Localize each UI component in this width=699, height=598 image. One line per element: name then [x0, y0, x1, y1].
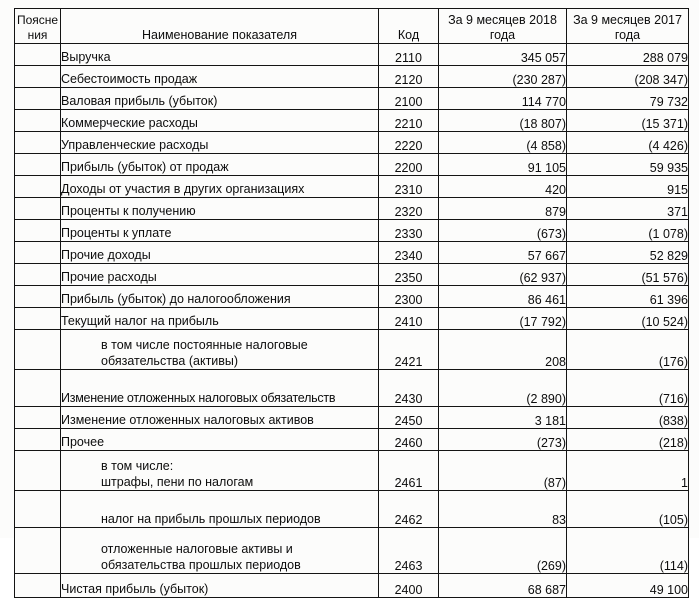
- table-row: [15, 330, 689, 370]
- cell-notes: [15, 491, 61, 528]
- cell-indicator-name: [61, 44, 379, 66]
- cell-code: 2100: [379, 88, 439, 110]
- cell-value-prior-period: (208 347): [567, 66, 689, 88]
- cell-value-current-period: 57 667: [439, 242, 567, 264]
- cell-value-prior-period: (10 524): [567, 308, 689, 330]
- cell-notes: [15, 407, 61, 429]
- cell-value-current-period: 208: [439, 330, 567, 370]
- indicator-name-line1: Прочие доходы: [61, 248, 151, 262]
- cell-value-prior-period: (114): [567, 528, 689, 574]
- cell-value-current-period: (62 937): [439, 264, 567, 286]
- table-row: [15, 198, 689, 220]
- cell-value-current-period: 879: [439, 198, 567, 220]
- cell-value-current-period: 68 687: [439, 574, 567, 598]
- cell-code: 2220: [379, 132, 439, 154]
- cell-indicator-name: [61, 528, 379, 574]
- cell-code: 2463: [379, 528, 439, 574]
- indicator-name-line1: Прочее: [61, 435, 105, 449]
- cell-notes: [15, 132, 61, 154]
- cell-indicator-name: [61, 308, 379, 330]
- cell-indicator-name: [61, 198, 379, 220]
- cell-value-prior-period: (176): [567, 330, 689, 370]
- cell-value-prior-period: 1: [567, 451, 689, 491]
- indicator-name-line1: Текущий налог на прибыль: [61, 314, 219, 328]
- cell-notes: [15, 154, 61, 176]
- cell-value-prior-period: 288 079: [567, 44, 689, 66]
- cell-indicator-name: [61, 264, 379, 286]
- cell-value-current-period: 3 181: [439, 407, 567, 429]
- cell-value-current-period: (269): [439, 528, 567, 574]
- cell-value-prior-period: (716): [567, 370, 689, 407]
- indicator-name-line1: Прочие расходы: [61, 270, 157, 284]
- cell-code: 2410: [379, 308, 439, 330]
- cell-notes: [15, 176, 61, 198]
- cell-value-current-period: 345 057: [439, 44, 567, 66]
- table-row: [15, 176, 689, 198]
- table-row: [15, 528, 689, 574]
- indicator-name-line1: Себестоимость продаж: [61, 72, 198, 86]
- cell-code: 2200: [379, 154, 439, 176]
- cell-value-prior-period: 371: [567, 198, 689, 220]
- cell-indicator-name: [61, 330, 379, 370]
- cell-value-prior-period: 49 100: [567, 574, 689, 598]
- cell-value-current-period: (673): [439, 220, 567, 242]
- cell-value-prior-period: (4 426): [567, 132, 689, 154]
- cell-notes: [15, 451, 61, 491]
- cell-code: 2450: [379, 407, 439, 429]
- cell-code: 2421: [379, 330, 439, 370]
- cell-code: 2110: [379, 44, 439, 66]
- cell-notes: [15, 330, 61, 370]
- cell-value-current-period: (2 890): [439, 370, 567, 407]
- column-header-name: Наименование показателя: [61, 9, 379, 44]
- table-row: [15, 44, 689, 66]
- cell-value-prior-period: 59 935: [567, 154, 689, 176]
- cell-code: 2400: [379, 574, 439, 598]
- cell-value-current-period: 420: [439, 176, 567, 198]
- table-row: [15, 132, 689, 154]
- table-row: [15, 286, 689, 308]
- cell-code: 2430: [379, 370, 439, 407]
- table-body: [15, 44, 689, 598]
- cell-indicator-name: [61, 110, 379, 132]
- header-year-current-line1: За 9 месяцев: [448, 13, 526, 27]
- table-row: [15, 264, 689, 286]
- cell-notes: [15, 286, 61, 308]
- cell-code: 2460: [379, 429, 439, 451]
- cell-value-current-period: (230 287): [439, 66, 567, 88]
- cell-notes: [15, 264, 61, 286]
- indicator-name-line1: Управленческие расходы: [61, 138, 209, 152]
- indicator-name-line1: налог на прибыль прошлых периодов: [101, 512, 321, 526]
- cell-indicator-name: [61, 176, 379, 198]
- cell-value-current-period: 83: [439, 491, 567, 528]
- cell-indicator-name: [61, 66, 379, 88]
- indicator-name-line1: Валовая прибыль (убыток): [61, 94, 218, 108]
- table-row: [15, 491, 689, 528]
- table-row: [15, 429, 689, 451]
- cell-value-prior-period: 52 829: [567, 242, 689, 264]
- cell-value-prior-period: 79 732: [567, 88, 689, 110]
- indicator-name-line2: штрафы, пени по налогам: [101, 475, 254, 489]
- table-row: [15, 407, 689, 429]
- cell-indicator-name: [61, 154, 379, 176]
- indicator-name-line1: Изменение отложенных налоговых обязательств: [61, 391, 336, 405]
- table-row: [15, 370, 689, 407]
- cell-value-current-period: 114 770: [439, 88, 567, 110]
- cell-code: 2300: [379, 286, 439, 308]
- cell-value-current-period: (273): [439, 429, 567, 451]
- column-header-notes: [15, 9, 61, 44]
- cell-code: 2461: [379, 451, 439, 491]
- cell-code: 2310: [379, 176, 439, 198]
- cell-code: 2462: [379, 491, 439, 528]
- cell-value-prior-period: (1 078): [567, 220, 689, 242]
- header-year-current-line2: 2018 года: [489, 13, 557, 42]
- cell-value-current-period: (17 792): [439, 308, 567, 330]
- table-row: [15, 308, 689, 330]
- cell-indicator-name: [61, 242, 379, 264]
- indicator-name-line1: Проценты к получению: [61, 204, 196, 218]
- indicator-name-line1: отложенные налоговые активы и: [101, 542, 293, 556]
- indicator-name-line1: Прибыль (убыток) от продаж: [61, 160, 229, 174]
- cell-value-prior-period: (15 371): [567, 110, 689, 132]
- cell-value-prior-period: 61 396: [567, 286, 689, 308]
- cell-notes: [15, 220, 61, 242]
- cell-code: 2330: [379, 220, 439, 242]
- table-header: [15, 9, 689, 44]
- table-row: [15, 110, 689, 132]
- indicator-name-line1: Прибыль (убыток) до налогообложения: [61, 292, 291, 306]
- cell-value-current-period: (4 858): [439, 132, 567, 154]
- header-notes-line2: ния: [27, 28, 48, 42]
- indicator-name-line1: в том числе:: [101, 459, 174, 473]
- column-header-year-prior: [567, 9, 689, 44]
- cell-notes: [15, 429, 61, 451]
- cell-notes: [15, 88, 61, 110]
- table-row: [15, 66, 689, 88]
- cell-indicator-name: [61, 286, 379, 308]
- cell-value-current-period: 86 461: [439, 286, 567, 308]
- cell-value-prior-period: (51 576): [567, 264, 689, 286]
- indicator-name-line1: в том числе постоянные налоговые: [101, 338, 308, 352]
- cell-value-current-period: 91 105: [439, 154, 567, 176]
- cell-value-prior-period: (838): [567, 407, 689, 429]
- indicator-name-line1: Проценты к уплате: [61, 226, 172, 240]
- cell-code: 2210: [379, 110, 439, 132]
- indicator-name-line1: Коммерческие расходы: [61, 116, 198, 130]
- cell-notes: [15, 528, 61, 574]
- cell-notes: [15, 242, 61, 264]
- indicator-name-line1: Чистая прибыль (убыток): [61, 582, 209, 596]
- cell-indicator-name: [61, 451, 379, 491]
- indicator-name-line1: Доходы от участия в других организациях: [61, 182, 305, 196]
- table-row: [15, 220, 689, 242]
- indicator-name-line1: Выручка: [61, 50, 111, 64]
- cell-notes: [15, 110, 61, 132]
- header-year-prior-line1: За 9 месяцев: [573, 13, 651, 27]
- cell-indicator-name: [61, 429, 379, 451]
- cell-code: 2120: [379, 66, 439, 88]
- cell-code: 2350: [379, 264, 439, 286]
- header-notes-line1: Поясне: [16, 13, 59, 27]
- indicator-name-line2: обязательства (активы): [101, 354, 239, 368]
- cell-notes: [15, 370, 61, 407]
- table-row: [15, 88, 689, 110]
- cell-value-prior-period: (105): [567, 491, 689, 528]
- cell-indicator-name: [61, 132, 379, 154]
- cell-code: 2320: [379, 198, 439, 220]
- cell-value-prior-period: 915: [567, 176, 689, 198]
- indicator-name-line1: Изменение отложенных налоговых активов: [61, 413, 314, 427]
- cell-notes: [15, 44, 61, 66]
- column-header-code: Код: [379, 9, 439, 44]
- cell-notes: [15, 198, 61, 220]
- table-row: [15, 242, 689, 264]
- column-header-year-current: [439, 9, 567, 44]
- cell-notes: [15, 574, 61, 598]
- table-row: [15, 574, 689, 598]
- financial-results-table: [14, 8, 689, 598]
- header-year-prior-line2: 2017 года: [614, 13, 682, 42]
- header-row: [15, 9, 689, 44]
- cell-value-current-period: (87): [439, 451, 567, 491]
- cell-value-current-period: (18 807): [439, 110, 567, 132]
- cell-indicator-name: [61, 491, 379, 528]
- cell-indicator-name: [61, 407, 379, 429]
- cell-notes: [15, 308, 61, 330]
- cell-indicator-name: [61, 88, 379, 110]
- cell-indicator-name: [61, 220, 379, 242]
- cell-notes: [15, 66, 61, 88]
- table-row: [15, 451, 689, 491]
- cell-indicator-name: [61, 574, 379, 598]
- cell-code: 2340: [379, 242, 439, 264]
- cell-value-prior-period: (218): [567, 429, 689, 451]
- table-row: [15, 154, 689, 176]
- cell-indicator-name: [61, 370, 379, 407]
- indicator-name-line2: обязательства прошлых периодов: [101, 558, 301, 572]
